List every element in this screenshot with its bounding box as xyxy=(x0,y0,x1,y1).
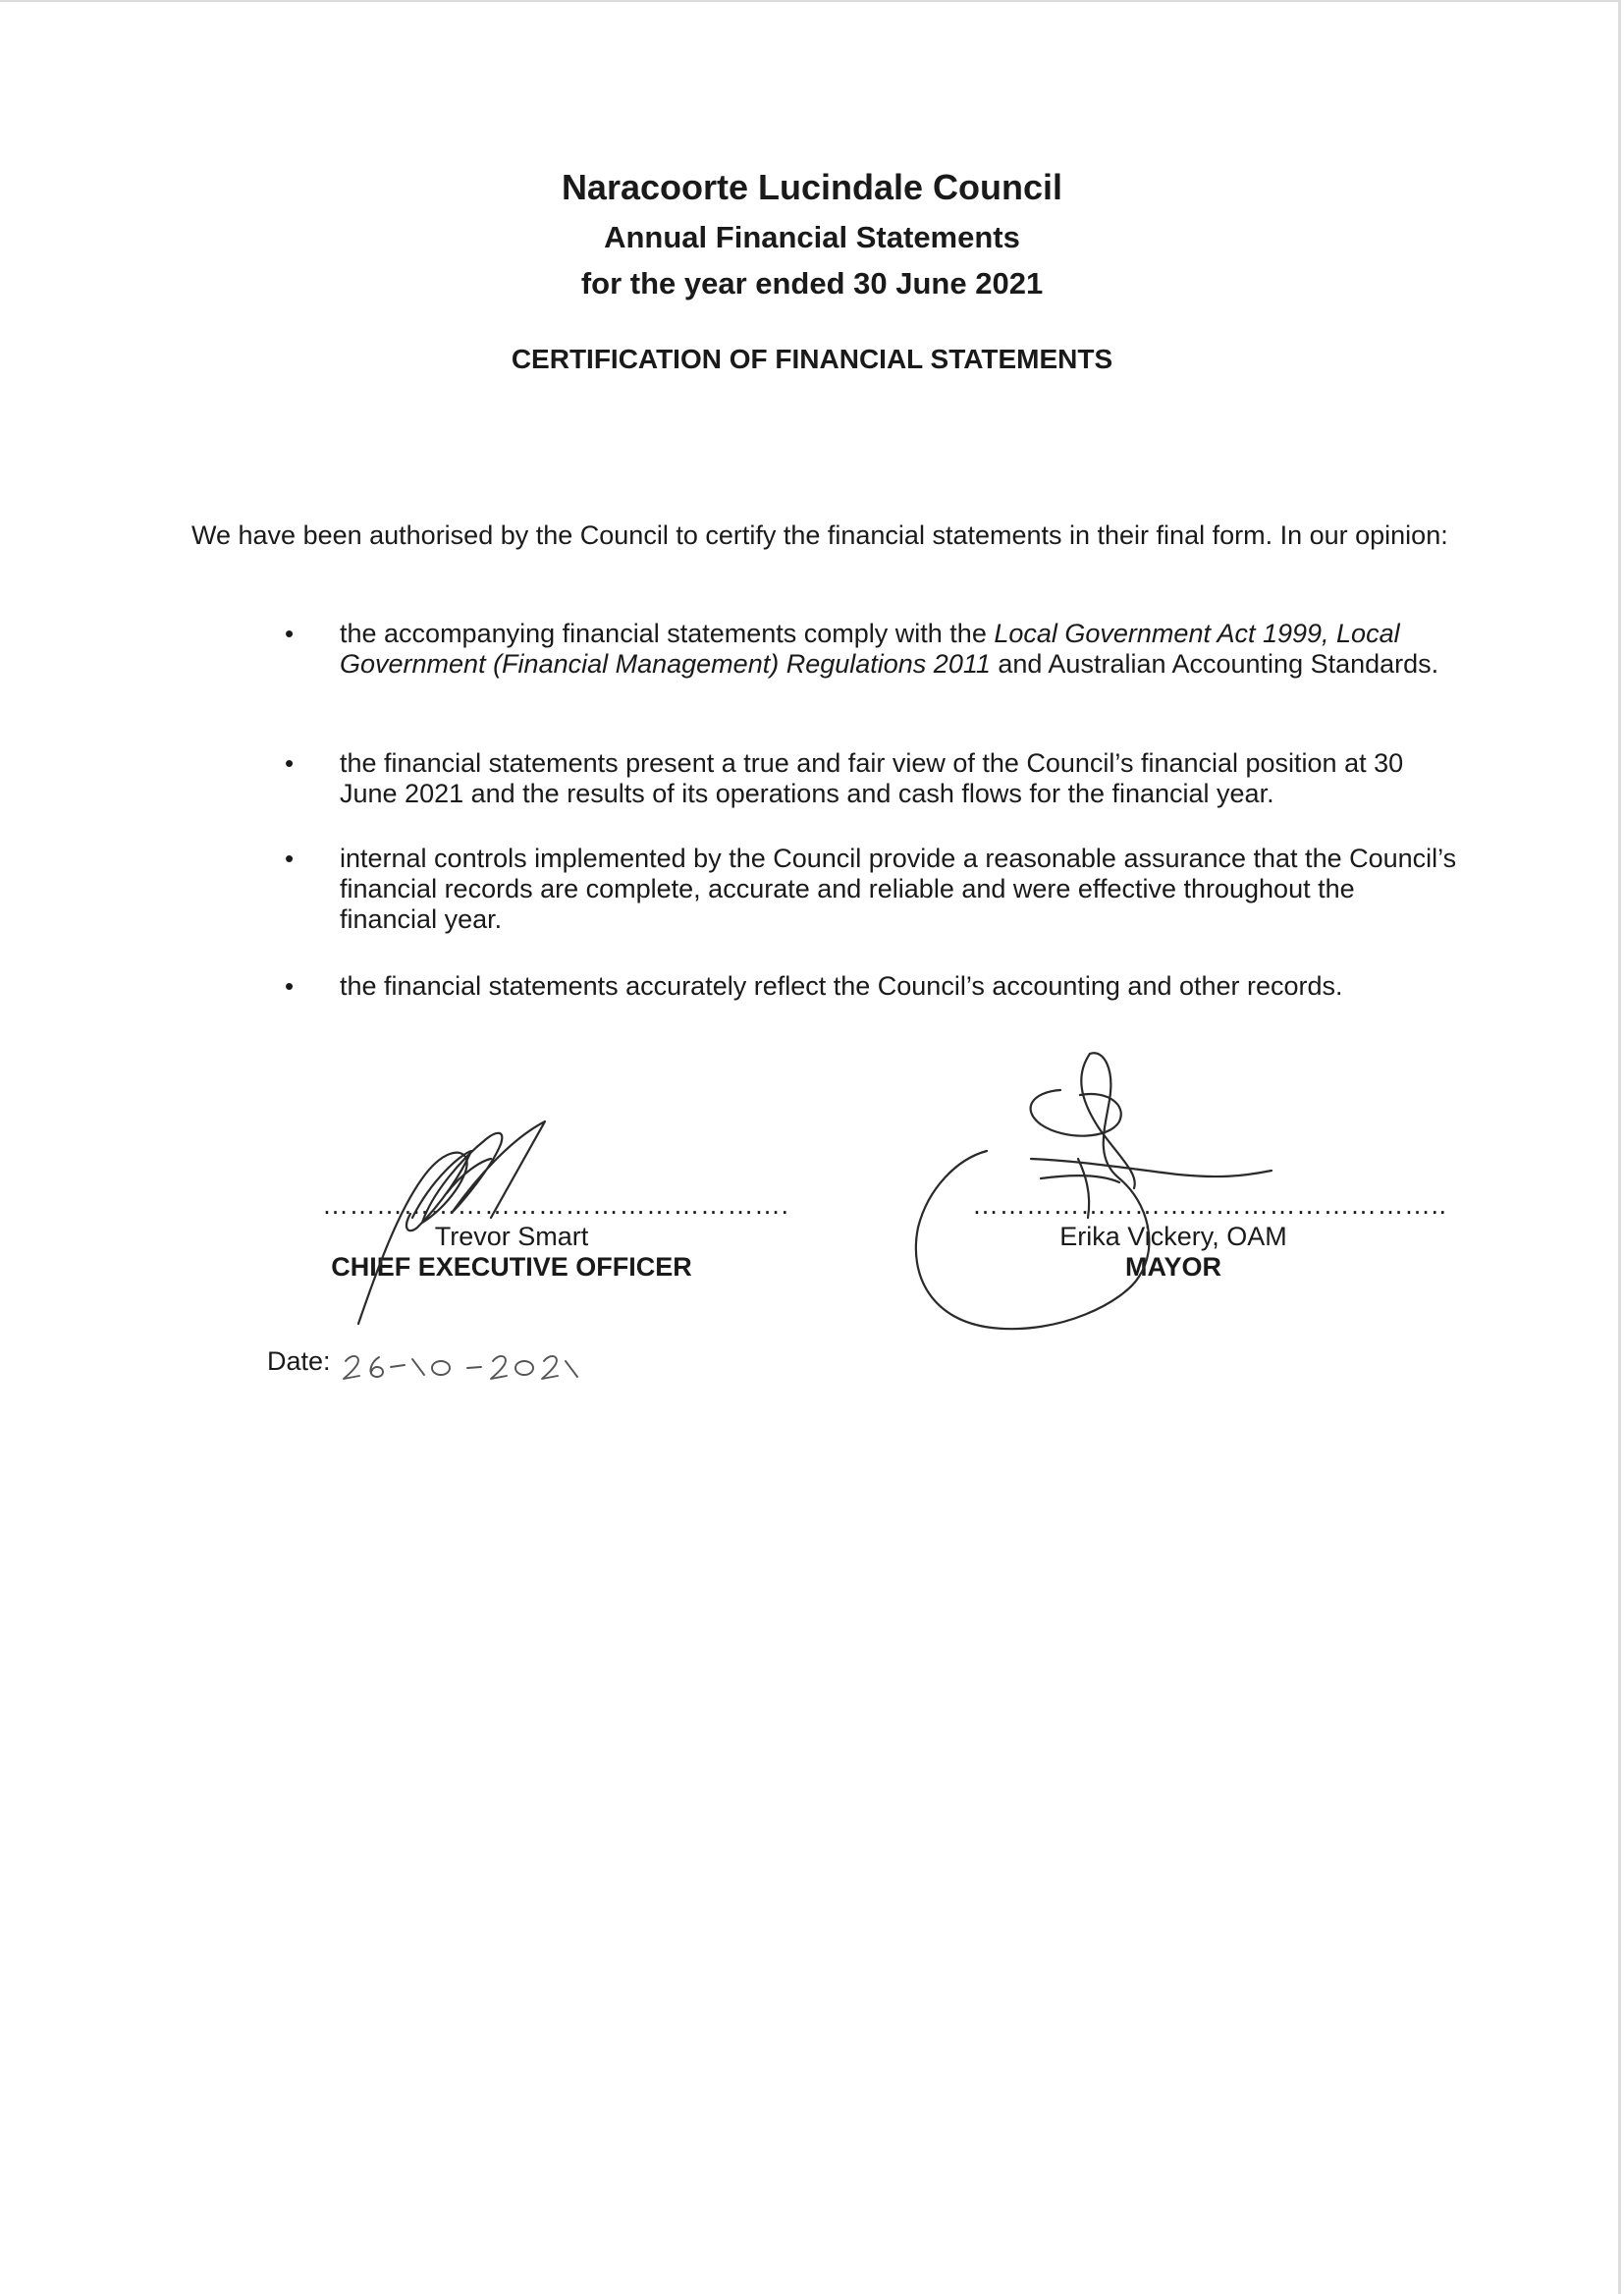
bullet-icon: • xyxy=(285,971,295,1001)
ceo-title: CHIEF EXECUTIVE OFFICER xyxy=(331,1252,692,1282)
council-name: Naracoorte Lucindale Council xyxy=(561,167,1063,207)
certification-heading: CERTIFICATION OF FINANCIAL STATEMENTS xyxy=(511,344,1113,374)
list-item-text: the financial statements present a true and fair view of the Council’s financial position at 30 June 2021 and the results of its operations and cash flows for the financial year. xyxy=(340,748,1404,808)
ceo-signature-line: ……………………………………………. xyxy=(322,1190,789,1220)
legislation-reference: Local Government Act 1999, Local Government (Financial Management) Regulations 2011 xyxy=(340,619,1400,679)
mayor-title: MAYOR xyxy=(1124,1252,1222,1282)
bullet-icon: • xyxy=(285,844,295,873)
intro-paragraph: We have been authorised by the Council to certify the financial statements in their final form. In our opinion: xyxy=(191,520,1448,550)
ceo-name: Trevor Smart xyxy=(434,1222,589,1251)
date-handwriting xyxy=(344,1356,577,1379)
bullet-icon: • xyxy=(285,748,295,778)
reporting-period: for the year ended 30 June 2021 xyxy=(580,266,1044,301)
list-item-text: internal controls implemented by the Council provide a reasonable assurance that the Council’s financial records are complete, accurate and reliable and were effective throughout the financial year. xyxy=(340,844,1457,934)
list-item-text: the accompanying financial statements comply with the Local Government Act 1999, Local Government (Financial Management) Regulations 2011 and Australian Accounting Standards. xyxy=(340,619,1439,679)
bullet-icon: • xyxy=(285,619,295,648)
list-item-text: the financial statements accurately reflect the Council’s accounting and other records. xyxy=(340,971,1343,1001)
date-label: Date: xyxy=(267,1346,331,1376)
mayor-name: Erika Vickery, OAM xyxy=(1059,1222,1287,1251)
document-title: Annual Financial Statements xyxy=(604,220,1020,254)
mayor-signature-line: …………………………………………….. xyxy=(972,1190,1447,1220)
